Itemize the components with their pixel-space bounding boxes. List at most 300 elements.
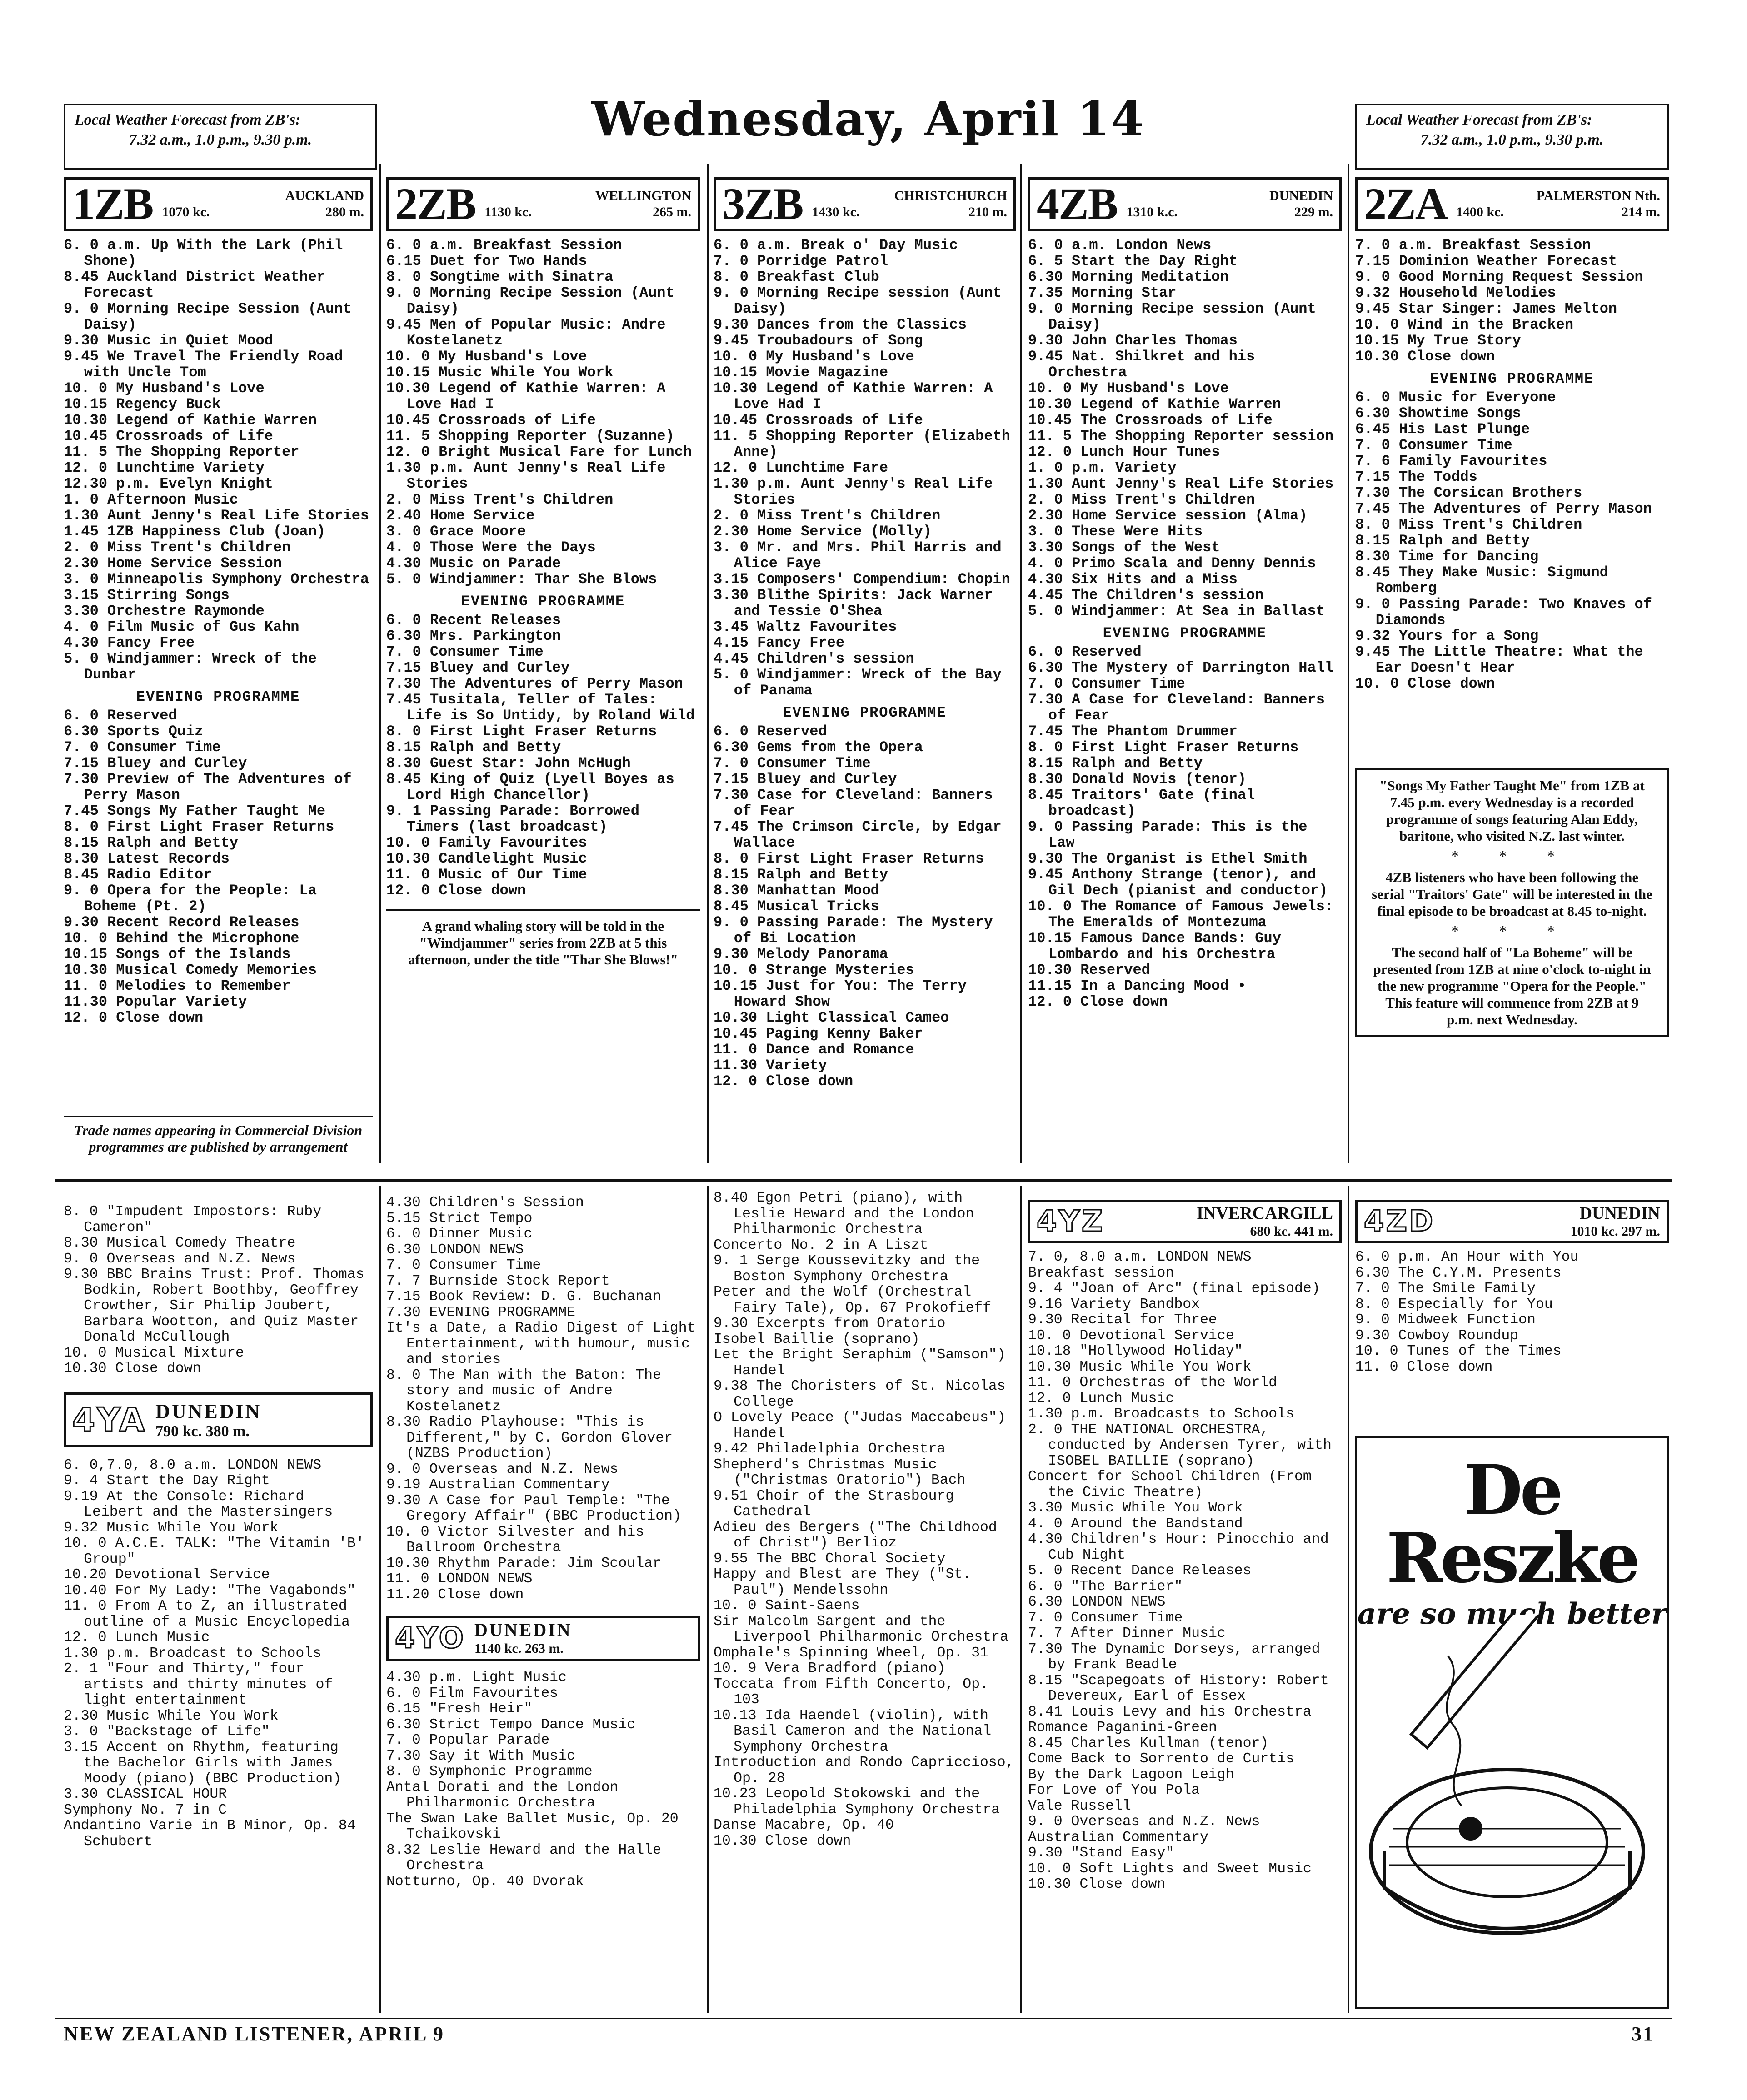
programme-item: Introduction and Rondo Capriccioso, Op. 28: [714, 1755, 1014, 1786]
section-divider: [55, 1179, 1672, 1182]
4yo-continued-list: [714, 1191, 1016, 1849]
programme-item: 6. 0 a.m. Break o' Day Music: [714, 237, 958, 254]
programme-item: 12. 0 Lunchtime Variety: [64, 459, 265, 476]
programme-item: 8.30 Radio Playhouse: "This is Different," by C. Gordon Glover (NZBS Production): [386, 1414, 673, 1462]
programme-item: 9.30 A Case for Paul Temple: "The Gregory Affair" (BBC Production): [386, 1492, 681, 1524]
programme-item: 3.30 Music While You Work: [1028, 1500, 1243, 1516]
programme-item: 6.30 Morning Meditation: [1028, 269, 1229, 285]
programme-item: 5. 0 Recent Dance Releases: [1028, 1563, 1252, 1579]
programme-item: 9. 0 Morning Recipe session (Aunt Daisy): [1028, 300, 1316, 333]
programme-item: 1.30 p.m. Aunt Jenny's Real Life Stories: [714, 475, 993, 508]
programme-item: 7.45 Songs My Father Taught Me: [64, 803, 326, 819]
programme-item: 10. 0 Tunes of the Times: [1355, 1343, 1562, 1359]
programme-item: 10. 0 My Husband's Love: [1028, 380, 1229, 397]
programme-item: 7.30 Say it With Music: [386, 1748, 575, 1764]
programme-item: 2. 0 Miss Trent's Children: [1028, 491, 1255, 508]
programme-item: Vale Russell: [1028, 1798, 1131, 1814]
programme-item: 4.30 p.m. Light Music: [386, 1670, 567, 1686]
programme-item: 4.30 Music on Parade: [386, 555, 561, 572]
programme-item: 5. 0 Windjammer: At Sea in Ballast: [1028, 603, 1325, 619]
programme-item: 9.42 Philadelphia Orchestra: [714, 1441, 946, 1457]
station-city: INVERCARGILL: [1197, 1204, 1333, 1223]
programme-item: Notturno, Op. 40 Dvorak: [386, 1873, 584, 1890]
notes-box: [1355, 768, 1669, 1037]
programme-item: 7. 0, 8.0 a.m. LONDON NEWS: [1028, 1249, 1252, 1265]
station-header-4zd: [1355, 1200, 1669, 1243]
programme-item: 2.30 Home Service (Molly): [714, 523, 932, 540]
programme-item: 10.45 Crossroads of Life: [386, 412, 596, 429]
programme-item: 8. 0 Symphonic Programme: [386, 1764, 593, 1780]
programme-item: 7.30 A Case for Cleveland: Banners of Fear: [1028, 691, 1325, 724]
programme-item: 9. 0 Overseas and N.Z. News: [64, 1251, 296, 1267]
evening-programme-list: [1028, 644, 1342, 1010]
weather-line2: 7.32 a.m., 1.0 p.m., 9.30 p.m.: [1420, 131, 1604, 148]
programme-item: 3. 0 These Were Hits: [1028, 523, 1203, 540]
programme-item: 9.30 Dances from the Classics: [714, 316, 967, 333]
ad-brand: De Reszke: [1386, 1450, 1638, 1598]
programme-item: 12. 0 Close down: [64, 1009, 204, 1026]
programme-item: 3.15 Composers' Compendium: Chopin: [714, 571, 1010, 588]
day-programme-list: [64, 237, 373, 683]
programme-item: 10.30 Musical Comedy Memories: [64, 962, 317, 978]
programme-item: Sir Malcolm Sargent and the Liverpool Philharmonic Orchestra: [714, 1613, 1008, 1645]
programme-item: 9.16 Variety Bandbox: [1028, 1296, 1200, 1312]
programme-item: 6.15 Duet for Two Hands: [386, 253, 587, 269]
programme-item: 11. 0 Music of Our Time: [386, 866, 587, 883]
station-city: WELLINGTON: [595, 188, 691, 203]
programme-item: 10. 0 My Husband's Love: [64, 380, 265, 397]
programme-item: 8.15 Ralph and Betty: [1028, 755, 1203, 772]
programme-item: 6. 0,7.0, 8.0 a.m. LONDON NEWS: [64, 1457, 322, 1473]
programme-item: 10. 0 A.C.E. TALK: "The Vitamin 'B' Group": [64, 1536, 364, 1567]
programme-item: 10. 0 Soft Lights and Sweet Music: [1028, 1861, 1312, 1877]
programme-item: 8.40 Egon Petri (piano), with Leslie Heward and the London Philharmonic Orchestra: [714, 1190, 974, 1237]
programme-item: 2.30 Home Service Session: [64, 555, 282, 572]
programme-item: 9.30 BBC Brains Trust: Prof. Thomas Bodkin, Robert Boothby, Geoffrey Crowther, Sir Philip Joubert, Barbara Wootton, and Quiz Master Donald McCullough: [64, 1267, 364, 1345]
programme-item: 6. 0 Recent Releases: [386, 612, 561, 629]
programme-item: 9.45 We Travel The Friendly Road with Uncle Tom: [64, 348, 343, 381]
programme-item: 9. 0 Morning Recipe Session (Aunt Daisy): [64, 300, 352, 333]
programme-item: 4.30 Children's Hour: Pinocchio and Cub Night: [1028, 1531, 1329, 1563]
programme-item: 6.30 Gems from the Opera: [714, 739, 923, 756]
programme-item: 1.45 1ZB Happiness Club (Joan): [64, 523, 326, 540]
programme-item: 7. 6 Family Favourites: [1355, 453, 1547, 469]
programme-item: 2.30 Home Service session (Alma): [1028, 507, 1308, 524]
programme-item: 9.55 The BBC Choral Society: [714, 1551, 946, 1567]
4ya-evening-list: [386, 1195, 700, 1603]
programme-item: 6. 0 p.m. An Hour with You: [1355, 1249, 1579, 1265]
programme-item: 8.45 They Make Music: Sigmund Romberg: [1355, 564, 1608, 597]
evening-programme-heading: EVENING PROGRAMME: [136, 688, 300, 705]
programme-item: 9. 0 Midweek Function: [1355, 1312, 1536, 1328]
programme-item: 7.45 The Adventures of Perry Mason: [1355, 500, 1652, 517]
programme-item: 11. 0 Close down: [1355, 1359, 1493, 1375]
programme-item: 2.30 Music While You Work: [64, 1708, 279, 1724]
programme-item: 6.30 Sports Quiz: [64, 723, 204, 740]
programme-item: 10.15 Famous Dance Bands: Guy Lombardo and his Orchestra: [1028, 930, 1281, 963]
programme-item: 8. 0 The Man with the Baton: The story and music of Andre Kostelanetz: [386, 1367, 661, 1415]
programme-item: 4.30 Children's Session: [386, 1195, 584, 1211]
evening-programme-heading: EVENING PROGRAMME: [1103, 625, 1267, 642]
programme-item: 10. 0 Strange Mysteries: [714, 962, 914, 978]
programme-item: 8.15 Ralph and Betty: [64, 834, 239, 851]
programme-item: 8.45 Radio Editor: [64, 866, 212, 883]
weather-line1: Local Weather Forecast from ZB's:: [75, 111, 301, 128]
programme-item: 7. 0 The Smile Family: [1355, 1281, 1536, 1297]
programme-item: 10. 0 Saint-Saens: [714, 1598, 860, 1614]
station-wavelength: 265 m.: [653, 205, 691, 219]
programme-item: 9.45 Men of Popular Music: Andre Kostelanetz: [386, 316, 666, 349]
programme-item: 8.45 Charles Kullman (tenor): [1028, 1735, 1269, 1751]
station-wavelength: 210 m.: [968, 205, 1007, 219]
programme-item: 9. 0 Passing Parade: Two Knaves of Diamonds: [1355, 596, 1652, 629]
station-column-1zb: [64, 177, 373, 1026]
programme-item: 6. 0 Dinner Music: [386, 1226, 533, 1242]
programme-item: 10.30 Music While You Work: [1028, 1359, 1252, 1375]
programme-item: 12. 0 Lunch Music: [1028, 1390, 1174, 1407]
column-divider: [707, 164, 709, 1163]
programme-item: 9. 4 "Joan of Arc" (final episode): [1028, 1281, 1320, 1297]
programme-item: 7. 0 Consumer Time: [386, 643, 544, 660]
programme-item: 8. 0 Breakfast Club: [714, 269, 879, 285]
programme-item: 11. 5 The Shopping Reporter session: [1028, 428, 1334, 444]
programme-item: 6.30 Strict Tempo Dance Music: [386, 1716, 636, 1733]
programme-item: 8.30 Manhattan Mood: [714, 882, 879, 899]
lower-column-3: [714, 1191, 1016, 1849]
programme-item: 10.30 Rhythm Parade: Jim Scoular: [386, 1555, 661, 1571]
programme-item: 10. 0 My Husband's Love: [714, 348, 914, 365]
programme-item: 12. 0 Bright Musical Fare for Lunch: [386, 444, 692, 460]
programme-item: 1.30 Aunt Jenny's Real Life Stories: [1028, 475, 1334, 492]
programme-item: 9. 0 Good Morning Request Session: [1355, 269, 1643, 285]
programme-item: 10.30 Legend of Kathie Warren: A Love Had I: [386, 380, 666, 413]
lower-column-2: [386, 1195, 700, 1890]
station-header: [386, 177, 700, 231]
programme-item: Happy and Blest are They ("St. Paul") Mendelssohn: [714, 1566, 972, 1598]
programme-item: 6. 5 Start the Day Right: [1028, 253, 1238, 269]
footer-publication: NEW ZEALAND LISTENER, APRIL 9: [64, 2023, 445, 2045]
station-city: CHRISTCHURCH: [894, 188, 1007, 203]
programme-item: 10. 0 Victor Silvester and his Ballroom Orchestra: [386, 1524, 644, 1556]
programme-item: 8.15 Ralph and Betty: [714, 866, 888, 883]
station-callsign: 4ZD: [1364, 1205, 1435, 1238]
programme-item: 4.45 Children's session: [714, 650, 914, 667]
weather-line1: Local Weather Forecast from ZB's:: [1366, 111, 1592, 128]
programme-item: 3.30 Songs of the West: [1028, 539, 1220, 556]
programme-item: 8.15 Ralph and Betty: [386, 739, 561, 756]
programme-item: 10. 9 Vera Bradford (piano): [714, 1661, 946, 1676]
4ya-continued-list: [64, 1204, 373, 1377]
programme-item: 7.30 Case for Cleveland: Banners of Fear: [714, 787, 993, 819]
programme-item: 7. 7 Burnside Stock Report: [386, 1273, 610, 1289]
programme-item: 4.30 Six Hits and a Miss: [1028, 571, 1238, 588]
programme-item: 11. 5 The Shopping Reporter: [64, 444, 299, 460]
programme-item: 3.30 Orchestre Raymonde: [64, 603, 265, 619]
programme-item: Toccata from Fifth Concerto, Op. 103: [714, 1676, 988, 1708]
day-programme-list: [1355, 237, 1669, 364]
programme-item: 6. 0 Film Favourites: [386, 1685, 559, 1701]
programme-item: Antal Dorati and the London Philharmonic Orchestra: [386, 1779, 619, 1811]
programme-item: 9. 0 Passing Parade: The Mystery of Bi Location: [714, 914, 993, 947]
programme-item: 6.30 Mrs. Parkington: [386, 628, 561, 644]
programme-item: 5. 0 Windjammer: Wreck of the Dunbar: [64, 650, 317, 683]
programme-item: 9. 0 Opera for the People: La Boheme (Pt. 2): [64, 882, 317, 915]
programme-item: Come Back to Sorrento de Curtis: [1028, 1751, 1294, 1767]
programme-item: 9.30 Recent Record Releases: [64, 914, 299, 931]
separator-stars: * * *: [1451, 923, 1573, 940]
column-divider: [1020, 164, 1022, 1163]
programme-item: 9.30 Melody Panorama: [714, 946, 888, 963]
programme-item: 10. 0 The Romance of Famous Jewels: The Emeralds of Montezuma: [1028, 898, 1334, 931]
station-frequency: 1310 k.c.: [1126, 205, 1178, 219]
programme-item: 4.30 Fancy Free: [64, 634, 195, 651]
programme-item: 9. 0 Morning Recipe session (Aunt Daisy): [714, 284, 1002, 317]
programme-item: 10.15 Music While You Work: [386, 364, 614, 381]
station-frequency: 790 kc. 380 m.: [155, 1422, 250, 1440]
programme-item: 10. 0 Close down: [1355, 675, 1495, 692]
ashtray-icon: [1371, 1770, 1643, 1933]
programme-item: 10.30 Close down: [1355, 348, 1495, 365]
programme-item: 10.30 Legend of Kathie Warren: [64, 412, 317, 429]
programme-item: 11. 0 Melodies to Remember: [64, 978, 291, 994]
lower-column-5: [1355, 1200, 1669, 1631]
programme-item: 10.45 Crossroads of Life: [64, 428, 273, 444]
evening-programme-heading: EVENING PROGRAMME: [783, 704, 947, 721]
programme-item: 9.30 Recital for Three: [1028, 1312, 1217, 1328]
programme-item: 10.18 "Hollywood Holiday": [1028, 1343, 1243, 1359]
programme-item: 2. 0 Miss Trent's Children: [64, 539, 291, 556]
separator-stars: * * *: [1451, 848, 1573, 865]
programme-item: 9.30 Cowboy Roundup: [1355, 1327, 1519, 1344]
programme-item: 8.30 Latest Records: [64, 850, 230, 867]
programme-item: 9.45 Star Singer: James Melton: [1355, 300, 1617, 317]
programme-item: 4.45 The Children's session: [1028, 587, 1264, 604]
programme-item: 1.30 p.m. Aunt Jenny's Real Life Stories: [386, 459, 666, 492]
programme-item: The Swan Lake Ballet Music, Op. 20 Tchaikovski: [386, 1811, 679, 1842]
programme-item: 9.19 At the Console: Richard Leibert and the Mastersingers: [64, 1488, 333, 1520]
programme-item: 6.30 Showtime Songs: [1355, 405, 1521, 422]
programme-item: Concerto No. 2 in A Liszt: [714, 1237, 928, 1253]
programme-item: 7. 0 a.m. Breakfast Session: [1355, 237, 1591, 254]
station-callsign: 2ZA: [1364, 179, 1447, 229]
station-city: AUCKLAND: [285, 188, 364, 203]
programme-item: 10.15 Regency Buck: [64, 396, 221, 413]
programme-item: 10.15 My True Story: [1355, 332, 1521, 349]
station-callsign: 1ZB: [72, 179, 153, 229]
programme-item: 11.20 Close down: [386, 1586, 524, 1603]
programme-item: 6. 0 a.m. Breakfast Session: [386, 237, 622, 254]
programme-item: 7. 0 Consumer Time: [64, 739, 221, 756]
programme-item: 5. 0 Windjammer: Wreck of the Bay of Panama: [714, 666, 1002, 699]
station-callsign: 3ZB: [722, 179, 803, 229]
trade-names-note: Trade names appearing in Commercial Division programmes are published by arrangement: [64, 1116, 373, 1155]
programme-item: 8. 0 Songtime with Sinatra: [386, 269, 614, 285]
evening-programme-heading: EVENING PROGRAMME: [461, 593, 625, 610]
programme-item: O Lovely Peace ("Judas Maccabeus") Handel: [714, 1410, 1006, 1442]
programme-item: 7. 0 Consumer Time: [1028, 675, 1185, 692]
programme-item: Danse Macabre, Op. 40: [714, 1817, 894, 1833]
4yz-programme-list: [1028, 1250, 1342, 1893]
programme-item: 10. 0 My Husband's Love: [386, 348, 587, 365]
programme-item: 10.23 Leopold Stokowski and the Philadelphia Symphony Orchestra: [714, 1786, 1000, 1818]
programme-item: 8.30 Donald Novis (tenor): [1028, 771, 1247, 788]
programme-item: 10.30 Legend of Kathie Warren: [1028, 396, 1281, 413]
programme-item: 3. 0 Minneapolis Symphony Orchestra: [64, 571, 369, 588]
programme-item: 7.45 The Phantom Drummer: [1028, 723, 1238, 740]
lower-column-1: [64, 1204, 373, 1850]
programme-item: 7.30 Preview of The Adventures of Perry Mason: [64, 771, 352, 803]
weather-line2: 7.32 a.m., 1.0 p.m., 9.30 p.m.: [129, 131, 312, 148]
programme-item: 8.32 Leslie Heward and the Halle Orchestra: [386, 1842, 661, 1874]
day-programme-list: [714, 237, 1016, 698]
programme-item: 12. 0 Close down: [714, 1073, 854, 1090]
programme-item: 7.30 EVENING PROGRAMME: [386, 1304, 575, 1321]
weather-forecast-box-left: [64, 104, 377, 170]
programme-item: 7.30 The Corsican Brothers: [1355, 484, 1582, 501]
station-header-4yz: [1028, 1200, 1342, 1243]
programme-item: By the Dark Lagoon Leigh: [1028, 1766, 1234, 1783]
page-number: 31: [1632, 2023, 1654, 2045]
programme-item: 11. 0 Orchestras of the World: [1028, 1375, 1278, 1391]
station-wavelength: 229 m.: [1294, 205, 1333, 219]
programme-item: 8. 0 First Light Fraser Returns: [64, 818, 334, 835]
programme-item: 10.30 Close down: [1028, 1876, 1166, 1892]
programme-item: 8.45 King of Quiz (Lyell Boyes as Lord High Chancellor): [386, 771, 674, 803]
programme-item: Omphale's Spinning Wheel, Op. 31: [714, 1645, 988, 1661]
programme-item: 12. 0 Close down: [1028, 993, 1168, 1010]
programme-item: 10. 0 Wind in the Bracken: [1355, 316, 1574, 333]
programme-item: 9.45 Nat. Shilkret and his Orchestra: [1028, 348, 1255, 381]
programme-item: 6. 0 Reserved: [714, 723, 827, 740]
station-city: DUNEDIN: [474, 1620, 572, 1640]
programme-item: Andantino Varie in B Minor, Op. 84 Schubert: [64, 1818, 356, 1850]
programme-item: 8.30 Guest Star: John McHugh: [386, 755, 631, 772]
programme-item: 5. 0 Windjammer: Thar She Blows: [386, 571, 657, 588]
programme-item: 7.35 Morning Star: [1028, 284, 1177, 301]
programme-item: 10.30 Close down: [64, 1361, 201, 1377]
station-header-4ya: [64, 1392, 373, 1447]
programme-item: 9.32 Yours for a Song: [1355, 628, 1539, 644]
programme-item: 10.45 Paging Kenny Baker: [714, 1025, 923, 1042]
programme-item: 3.15 Accent on Rhythm, featuring the Bachelor Girls with James Moody (piano) (BBC Production): [64, 1739, 342, 1787]
column-divider: [379, 164, 381, 1163]
station-callsign: 4YA: [72, 1400, 147, 1439]
programme-item: 3. 0 "Backstage of Life": [64, 1724, 270, 1740]
programme-item: 9. 0 Morning Recipe Session (Aunt Daisy): [386, 284, 674, 317]
programme-item: 10.45 The Crossroads of Life: [1028, 412, 1273, 429]
programme-item: 2.40 Home Service: [386, 507, 535, 524]
programme-item: 7.30 The Adventures of Perry Mason: [386, 675, 683, 692]
programme-item: 1. 0 p.m. Variety: [1028, 459, 1177, 476]
note-traitors-gate: 4ZB listeners who have been following the serial "Traitors' Gate" will be interested in the final episode to be broadcast at 8.45 to-night.: [1372, 869, 1652, 919]
programme-item: 2. 1 "Four and Thirty," four artists and thirty minutes of light entertainment: [64, 1661, 333, 1708]
station-city: DUNEDIN: [1579, 1204, 1660, 1223]
programme-item: 9.30 "Stand Easy": [1028, 1845, 1174, 1861]
evening-programme-list: [386, 612, 700, 898]
station-city: DUNEDIN: [155, 1400, 262, 1422]
station-frequency: 1130 kc.: [484, 205, 532, 219]
evening-programme-list: [714, 723, 1016, 1089]
station-callsign: 2ZB: [395, 179, 476, 229]
station-frequency: 1140 kc. 263 m.: [474, 1641, 564, 1656]
programme-item: 7. 0 Consumer Time: [714, 755, 871, 772]
programme-item: 6. 0 Reserved: [64, 707, 177, 724]
programme-item: 2. 0 Miss Trent's Children: [714, 507, 941, 524]
programme-item: 9.45 The Little Theatre: What the Ear Doesn't Hear: [1355, 643, 1643, 676]
programme-item: 10.15 Songs of the Islands: [64, 946, 291, 963]
column-divider: [1348, 1186, 1349, 2013]
programme-item: Let the Bright Seraphim ("Samson") Handel: [714, 1347, 1006, 1379]
programme-item: 6. 0 "The Barrier": [1028, 1578, 1183, 1595]
programme-item: 11.30 Popular Variety: [64, 993, 247, 1010]
programme-item: Shepherd's Christmas Music ("Christmas Oratorio") Bach: [714, 1457, 966, 1488]
programme-item: 7.15 Book Review: D. G. Buchanan: [386, 1289, 661, 1305]
programme-item: 10.45 Crossroads of Life: [714, 412, 923, 429]
programme-item: 10.30 Candlelight Music: [386, 850, 587, 867]
programme-item: 3.30 CLASSICAL HOUR: [64, 1786, 227, 1802]
station-callsign: 4ZB: [1037, 179, 1118, 229]
station-column-4zb: [1028, 177, 1342, 1010]
programme-item: 10.30 Legend of Kathie Warren: A Love Had I: [714, 380, 993, 413]
station-column-3zb: [714, 177, 1016, 1089]
station-city: PALMERSTON Nth.: [1536, 188, 1660, 203]
station-header: [714, 177, 1016, 231]
programme-item: 1.30 p.m. Broadcast to Schools: [64, 1645, 322, 1661]
programme-item: Peter and the Wolf (Orchestral Fairy Tale), Op. 67 Prokofieff: [714, 1284, 992, 1316]
programme-item: 8.30 Time for Dancing: [1355, 548, 1539, 565]
programme-item: 3.15 Stirring Songs: [64, 587, 230, 604]
programme-item: 11.30 Variety: [714, 1057, 827, 1074]
station-header: [64, 177, 373, 231]
programme-item: 2. 0 Miss Trent's Children: [386, 491, 614, 508]
programme-item: 9.51 Choir of the Strasbourg Cathedral: [714, 1488, 954, 1520]
programme-item: 6. 0 Reserved: [1028, 643, 1142, 660]
programme-item: 4. 0 Primo Scala and Denny Dennis: [1028, 555, 1316, 572]
programme-item: 11.15 In a Dancing Mood •: [1028, 978, 1247, 994]
programme-item: 4. 0 Around the Bandstand: [1028, 1516, 1243, 1532]
programme-item: 8.15 Ralph and Betty: [1355, 532, 1530, 549]
programme-item: 12. 0 Lunch Music: [64, 1630, 210, 1646]
programme-item: 4. 0 Those Were the Days: [386, 539, 596, 556]
column-divider: [1020, 1186, 1022, 2013]
programme-item: 6.30 LONDON NEWS: [1028, 1594, 1166, 1610]
programme-item: 8. 0 First Light Fraser Returns: [1028, 739, 1299, 756]
programme-item: 7. 0 Consumer Time: [386, 1257, 541, 1273]
programme-item: 9. 0 Overseas and N.Z. News: [1028, 1814, 1260, 1830]
programme-item: 6.30 LONDON NEWS: [386, 1242, 524, 1258]
programme-item: 12.30 p.m. Evelyn Knight: [64, 475, 273, 492]
programme-item: 10.20 Devotional Service: [64, 1567, 270, 1583]
programme-item: 10.15 Movie Magazine: [714, 364, 888, 381]
programme-item: 10.40 For My Lady: "The Vagabonds": [64, 1582, 356, 1599]
programme-item: 5.15 Strict Tempo: [386, 1210, 533, 1227]
programme-item: 9.45 Troubadours of Song: [714, 332, 923, 349]
programme-item: 3. 0 Mr. and Mrs. Phil Harris and Alice Faye: [714, 539, 1002, 572]
programme-item: Romance Paganini-Green: [1028, 1720, 1217, 1736]
ashtray-cigarette-illustration: [1357, 1615, 1667, 2006]
station-frequency: 1070 kc.: [162, 205, 210, 219]
whaling-note: A grand whaling story will be told in the "Windjammer" series from 2ZB at 5 this afternoon, under the title "Thar She Blows!": [386, 909, 700, 968]
programme-item: 3.30 Blithe Spirits: Jack Warner and Tessie O'Shea: [714, 587, 993, 619]
programme-item: 7.15 Bluey and Curley: [386, 659, 570, 676]
note-la-boheme: The second half of "La Boheme" will be presented from 1ZB at nine o'clock to-night in the new programme "Opera for the People." This feature will commence from 2ZB at 9 p.m. next Wednesday.: [1373, 944, 1651, 1028]
programme-item: 7. 0 Consumer Time: [1355, 437, 1512, 454]
programme-item: 1. 0 Afternoon Music: [64, 491, 239, 508]
programme-item: 12. 0 Lunchtime Fare: [714, 459, 888, 476]
programme-item: 8.30 Musical Comedy Theatre: [64, 1235, 296, 1251]
station-frequency: 1430 kc.: [812, 205, 860, 219]
station-column-2zb: [386, 177, 700, 968]
